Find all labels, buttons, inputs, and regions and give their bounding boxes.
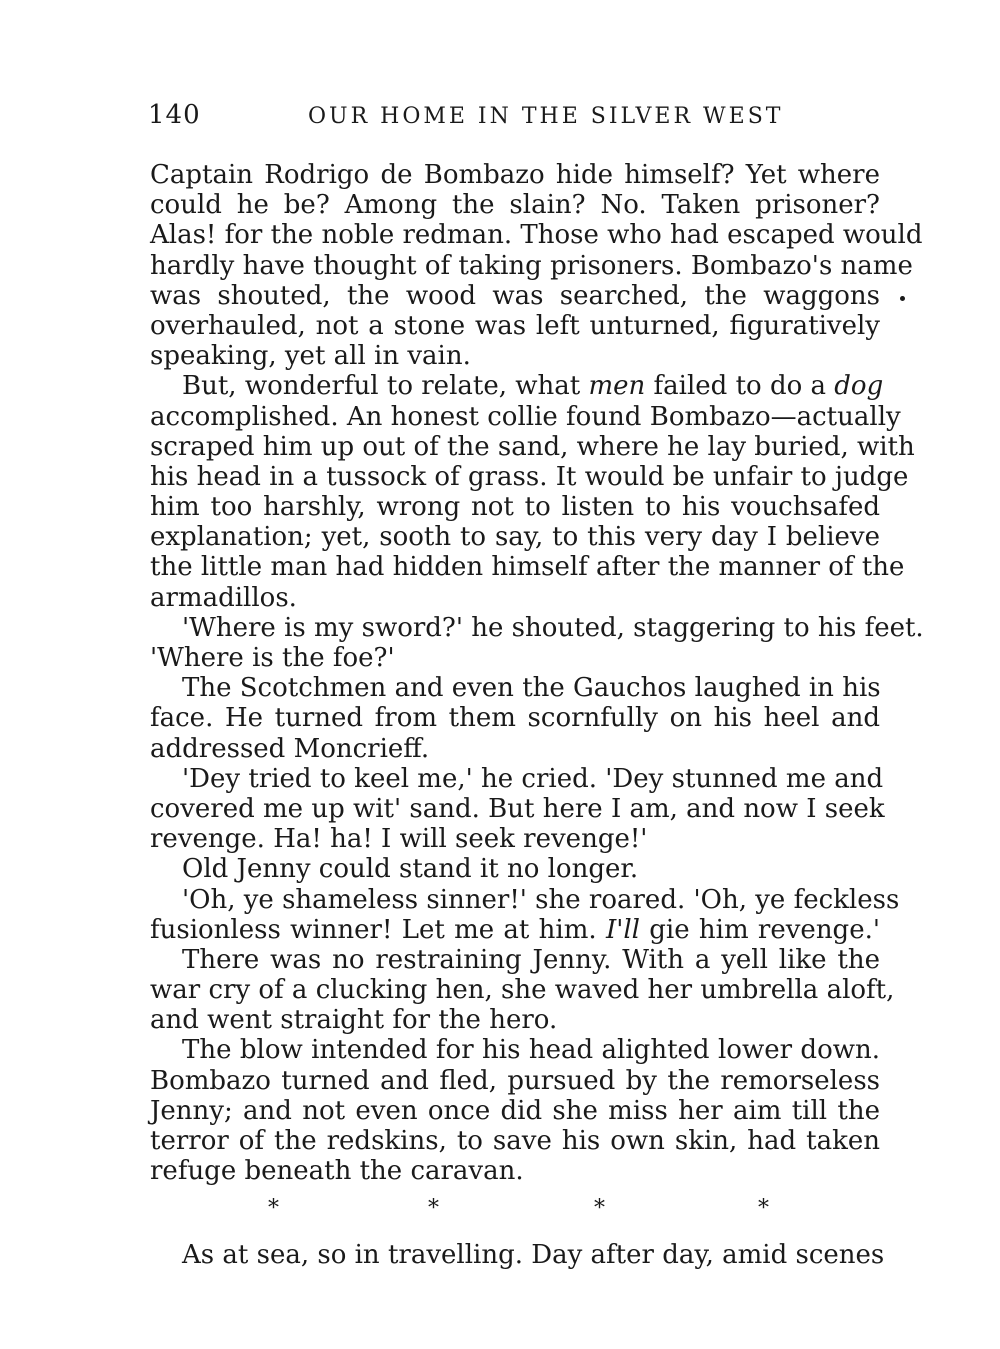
asterisk: * [594, 1196, 605, 1221]
text-line: 'Where is my sword?' he shouted, staggering to his feet. [182, 612, 924, 643]
italic-word: I'll [605, 914, 640, 945]
text-line: him too harshly, wrong not to listen to his vouchsafed [150, 492, 880, 523]
text-line: Bombazo turned and fled, pursued by the remorseless [150, 1065, 880, 1096]
text-span: But, wonderful to relate, what [182, 371, 589, 402]
text-line: war cry of a clucking hen, she waved her umbrella aloft, [150, 975, 895, 1006]
page-header [148, 100, 888, 140]
text-span: failed to do a [645, 371, 835, 402]
margin-mark [900, 296, 905, 301]
final-line: As at sea, so in travelling. Day after day, amid scenes [182, 1240, 885, 1270]
section-break [150, 1196, 880, 1226]
running-head: OUR HOME IN THE SILVER WEST [308, 104, 784, 129]
text-line: addressed Moncrieff. [150, 733, 430, 764]
italic-word: dog [834, 371, 884, 402]
text-line: 'Oh, ye shameless sinner!' she roared. 'Oh, ye feckless [182, 884, 900, 915]
italic-word: men [588, 371, 646, 402]
text-line: Captain Rodrigo de Bombazo hide himself? Yet where [150, 160, 880, 190]
text-line: overhauled, not a stone was left unturned, figuratively [150, 310, 880, 341]
text-line: Jenny; and not even once did she miss her aim till the [150, 1095, 880, 1126]
text-line: Old Jenny could stand it no longer. [182, 854, 639, 885]
text-line: The Scotchmen and even the Gauchos laughed in his [182, 673, 881, 704]
body-text [150, 160, 924, 1187]
text-line: hardly have thought of taking prisoners. Bombazo's name [150, 250, 913, 281]
text-line: speaking, yet all in vain. [150, 341, 471, 372]
text-line: There was no restraining Jenny. With a yell like the [182, 944, 880, 975]
text-line: and went straight for the hero. [150, 1005, 558, 1036]
text-line: 'Dey tried to keel me,' he cried. 'Dey stunned me and [182, 763, 884, 794]
text-line: could he be? Among the slain? No. Taken prisoner? [150, 190, 880, 221]
text-line: scraped him up out of the sand, where he lay buried, with [150, 431, 915, 462]
text-line: was shouted, the wood was searched, the waggons [150, 280, 880, 311]
text-line: armadillos. [150, 582, 297, 613]
text-span: fusionless winner! Let me at him. [150, 914, 606, 945]
text-line [150, 915, 880, 945]
text-line: covered me up wit' sand. But here I am, and now I seek [150, 793, 885, 824]
text-line: 'Where is the foe?' [150, 643, 395, 673]
text-line: refuge beneath the caravan. [150, 1156, 524, 1187]
text-span: gie him revenge.' [640, 914, 881, 945]
text-line: accomplished. An honest collie found Bombazo—actually [150, 401, 901, 432]
text-line: explanation; yet, sooth to say, to this very day I believe [150, 522, 880, 553]
text-line: terror of the redskins, to save his own skin, had taken [150, 1126, 880, 1156]
asterisk: * [268, 1196, 279, 1221]
text-line: face. He turned from them scornfully on his heel and [150, 703, 880, 734]
text-line: The blow intended for his head alighted lower down. [182, 1035, 880, 1066]
text-line: the little man had hidden himself after the manner of the [150, 552, 905, 583]
asterisk: * [428, 1196, 439, 1221]
asterisk: * [758, 1196, 769, 1221]
text-line: his head in a tussock of grass. It would be unfair to judge [150, 461, 909, 492]
text-line: revenge. Ha! ha! I will seek revenge!' [150, 824, 648, 855]
text-line: Alas! for the noble redman. Those who had escaped would [150, 220, 923, 251]
page-number: 140 [148, 100, 201, 130]
text-line [150, 371, 884, 402]
